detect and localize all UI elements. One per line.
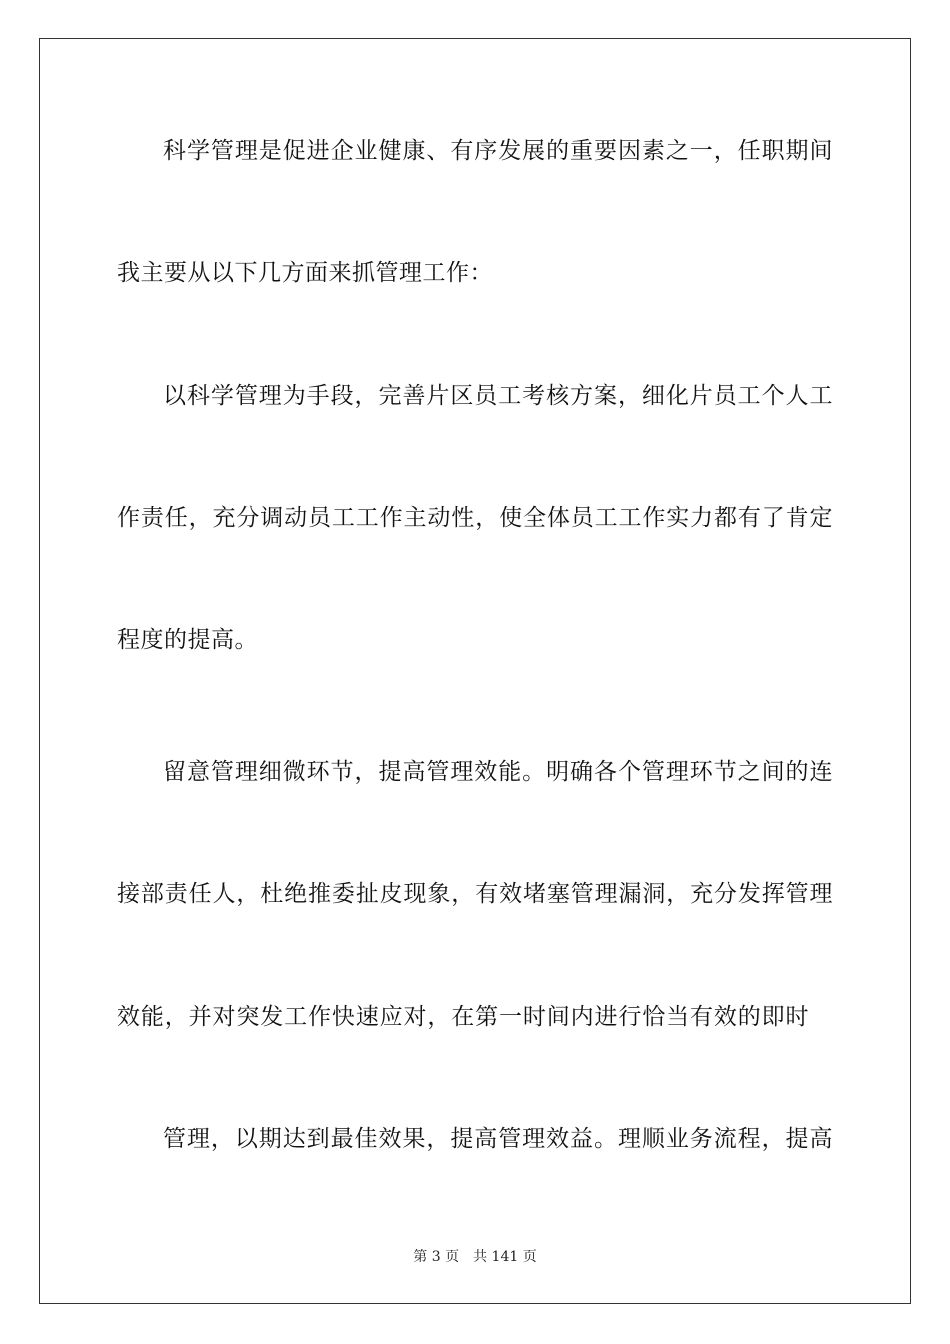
page-frame <box>39 38 911 1304</box>
paragraph-line-5: 程度的提高。 <box>117 627 258 653</box>
paragraph-line-9: 管理，以期达到最佳效果，提高管理效益。理顺业务流程，提高 <box>163 1126 833 1152</box>
paragraph-line-3: 以科学管理为手段，完善片区员工考核方案，细化片员工个人工 <box>163 383 833 409</box>
paragraph-line-1: 科学管理是促进企业健康、有序发展的重要因素之一，任职期间 <box>163 138 833 164</box>
paragraph-line-6: 留意管理细微环节，提高管理效能。明确各个管理环节之间的连 <box>163 759 833 785</box>
paragraph-line-8: 效能，并对突发工作快速应对，在第一时间内进行恰当有效的即时 <box>117 1004 809 1030</box>
paragraph-line-7: 接部责任人，杜绝推委扯皮现象，有效堵塞管理漏洞，充分发挥管理 <box>117 881 833 907</box>
page-number-footer: 第 3 页 共 141 页 <box>413 1249 537 1265</box>
paragraph-line-2: 我主要从以下几方面来抓管理工作： <box>117 260 493 286</box>
paragraph-line-4: 作责任，充分调动员工工作主动性，使全体员工工作实力都有了肯定 <box>117 505 833 531</box>
